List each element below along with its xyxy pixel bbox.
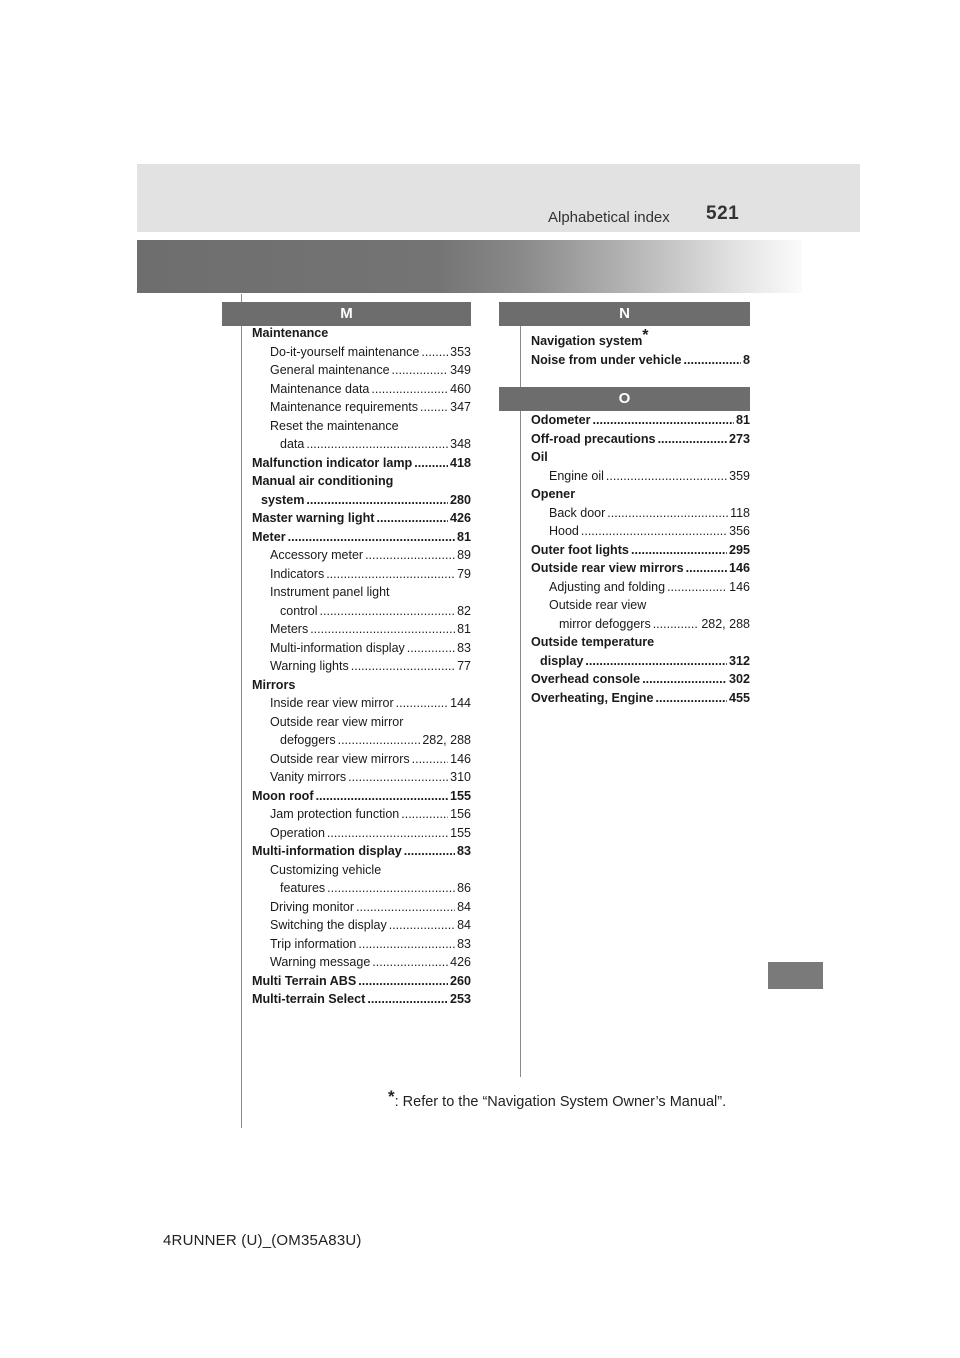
index-entry — [252, 583, 471, 602]
index-entry — [252, 861, 471, 880]
dot-leader — [392, 361, 449, 380]
footnote-text: : Refer to the “Navigation System Owner’s Manual”. — [394, 1094, 727, 1110]
entry-label: Overhead console — [531, 672, 641, 686]
index-entry — [531, 670, 750, 689]
page-ref: 359 — [729, 468, 750, 483]
entry-label: display — [540, 653, 584, 668]
entry-label: control — [280, 603, 318, 618]
page-ref: 83 — [457, 640, 471, 655]
index-entry — [252, 731, 471, 750]
page-header — [137, 164, 860, 232]
page-ref: 347 — [450, 400, 471, 414]
index-entry — [252, 713, 471, 732]
dot-leader — [581, 522, 727, 541]
dot-leader — [420, 398, 448, 417]
dot-leader — [365, 546, 455, 565]
entry-label: Customizing vehicle — [270, 862, 382, 877]
index-entry — [531, 615, 750, 634]
index-entry — [252, 657, 471, 676]
entry-label: Multi Terrain ABS — [252, 973, 357, 988]
index-entry — [531, 578, 750, 597]
page-ref: 302 — [728, 672, 750, 686]
page-ref: 146 — [450, 751, 471, 766]
dot-leader — [316, 787, 448, 806]
entry-label: Malfunction indicator lamp — [252, 455, 413, 470]
entry-label: Odometer — [531, 413, 591, 427]
dot-leader — [348, 768, 448, 787]
page-ref: 146 — [728, 561, 750, 575]
dot-leader — [288, 528, 455, 547]
entry-label: Manual air conditioning — [252, 474, 394, 488]
page-ref: 156 — [450, 807, 471, 821]
dot-leader — [407, 639, 455, 658]
dot-leader — [389, 916, 455, 935]
entry-label: data — [280, 437, 305, 451]
dot-leader — [642, 670, 727, 689]
dot-leader — [686, 559, 727, 578]
page-ref: 84 — [457, 918, 471, 932]
page-ref: 77 — [457, 659, 471, 673]
index-entry — [252, 879, 471, 898]
entry-label: Outside temperature — [531, 635, 655, 649]
entry-label: Hood — [549, 524, 579, 538]
entry-label: General maintenance — [270, 363, 390, 377]
entry-label: Accessory meter — [270, 548, 364, 562]
dot-leader — [372, 953, 448, 972]
dot-leader — [658, 430, 727, 449]
entry-label: Reset the maintenance — [270, 418, 399, 433]
page-ref: 84 — [457, 899, 471, 914]
entry-label: Adjusting and folding — [549, 579, 666, 594]
dot-leader — [414, 454, 448, 473]
entry-label: Instrument panel light — [270, 585, 390, 599]
index-entry — [252, 417, 471, 436]
letter-o-heading: O — [499, 387, 750, 411]
index-entry — [252, 750, 471, 769]
index-entry — [252, 546, 471, 565]
index-entry — [252, 454, 471, 473]
entry-label: Trip information — [270, 936, 357, 951]
index-entry — [531, 633, 750, 652]
page-ref: 273 — [728, 431, 750, 446]
index-entry — [252, 768, 471, 787]
entry-label: Outside rear view mirrors — [270, 751, 410, 766]
entry-label: Navigation system — [531, 334, 643, 348]
index-entry — [252, 842, 471, 861]
dot-leader — [683, 351, 741, 370]
index-entry — [531, 559, 750, 578]
entry-label: Outside rear view mirror — [270, 714, 404, 729]
index-thumb-tab — [768, 962, 823, 989]
index-entry — [252, 824, 471, 843]
index-entry — [252, 491, 471, 510]
dot-leader — [607, 504, 728, 523]
entry-label: Jam protection function — [270, 807, 400, 821]
dot-leader — [376, 509, 448, 528]
page-ref: 310 — [450, 770, 471, 784]
page-ref: 155 — [449, 788, 471, 803]
dot-leader — [310, 620, 455, 639]
letter-m-heading: M — [222, 302, 471, 326]
index-entry — [252, 972, 471, 991]
page-ref: 282, 288 — [422, 733, 471, 747]
dot-leader — [667, 578, 727, 597]
entry-label: Maintenance requirements — [270, 400, 418, 414]
page-ref: 118 — [730, 505, 750, 520]
dot-leader — [327, 824, 448, 843]
dot-leader — [338, 731, 421, 750]
entry-label: Overheating, Engine — [531, 690, 654, 705]
index-entry — [252, 620, 471, 639]
dot-leader — [358, 935, 455, 954]
center-rule — [520, 325, 521, 1077]
page-number: 521 — [706, 203, 740, 224]
index-entry — [252, 528, 471, 547]
dot-leader — [320, 602, 456, 621]
dot-leader — [351, 657, 455, 676]
entry-label: defoggers — [280, 733, 336, 747]
entry-label: Indicators — [270, 566, 325, 581]
letter-n-heading: N — [499, 302, 750, 326]
dot-leader — [404, 842, 455, 861]
dot-leader — [356, 898, 455, 917]
index-entry — [531, 448, 750, 467]
index-entry — [252, 639, 471, 658]
index-entry — [252, 676, 471, 695]
page-ref: 356 — [729, 524, 750, 538]
entry-label: Warning lights — [270, 659, 349, 673]
page-ref: 253 — [449, 992, 471, 1006]
page-ref: 426 — [450, 955, 471, 969]
dot-leader — [592, 411, 734, 430]
index-entry — [252, 916, 471, 935]
entry-label: Master warning light — [252, 511, 375, 525]
index-entry — [531, 411, 750, 430]
page-ref: 418 — [449, 455, 471, 470]
entry-label: Engine oil — [549, 468, 604, 483]
page-ref: 146 — [729, 579, 750, 594]
index-column-n — [531, 327, 750, 369]
page-ref: 81 — [456, 529, 471, 544]
dot-leader — [421, 343, 448, 362]
index-entry — [531, 351, 750, 370]
index-entry — [252, 953, 471, 972]
entry-label: Outer foot lights — [531, 542, 629, 557]
index-entry — [252, 361, 471, 380]
entry-label: Multi-information display — [252, 844, 402, 858]
page-ref: 81 — [457, 622, 471, 636]
page-ref: 8 — [742, 352, 750, 367]
dot-leader — [306, 435, 448, 454]
index-entry — [252, 398, 471, 417]
entry-label: Maintenance — [252, 326, 329, 340]
entry-label: system — [261, 492, 305, 507]
page-ref: 353 — [450, 344, 471, 359]
entry-label: Inside rear view mirror — [270, 696, 394, 710]
index-entry — [252, 509, 471, 528]
index-entry — [252, 787, 471, 806]
dot-leader — [585, 652, 727, 671]
index-entry — [252, 380, 471, 399]
entry-label: features — [280, 881, 326, 895]
index-entry — [531, 522, 750, 541]
page-ref: 426 — [449, 511, 471, 525]
dot-leader — [327, 879, 455, 898]
model-code: 4RUNNER (U)_(OM35A83U) — [163, 1232, 362, 1249]
index-entry — [531, 652, 750, 671]
index-entry — [531, 485, 750, 504]
page-ref: 312 — [728, 653, 750, 668]
index-entry — [531, 467, 750, 486]
index-entry — [252, 565, 471, 584]
index-entry — [531, 689, 750, 708]
index-entry — [531, 596, 750, 615]
index-entry — [252, 805, 471, 824]
page-ref: 260 — [449, 973, 471, 988]
entry-label: Vanity mirrors — [270, 770, 347, 784]
entry-label: Noise from under vehicle — [531, 352, 682, 367]
entry-label: Back door — [549, 505, 606, 520]
entry-label: Off-road precautions — [531, 431, 656, 446]
index-column-o — [531, 411, 750, 707]
index-entry — [531, 504, 750, 523]
page-ref: 79 — [457, 566, 471, 581]
dot-leader — [367, 990, 448, 1009]
index-entry — [252, 435, 471, 454]
page-ref: 295 — [728, 542, 750, 557]
dot-leader — [371, 380, 448, 399]
entry-label: Mirrors — [252, 677, 296, 692]
dot-leader — [655, 689, 727, 708]
index-entry — [252, 935, 471, 954]
page-ref: 349 — [450, 363, 471, 377]
page-ref: 89 — [457, 548, 471, 562]
index-entry — [531, 541, 750, 560]
index-entry — [252, 602, 471, 621]
page-ref: 348 — [450, 437, 471, 451]
entry-label: Multi-information display — [270, 640, 405, 655]
page-ref: 83 — [456, 844, 471, 858]
index-entry — [252, 472, 471, 491]
entry-label: Outside rear view mirrors — [531, 561, 684, 575]
dot-leader — [358, 972, 448, 991]
entry-label: Multi-terrain Select — [252, 992, 366, 1006]
dot-leader — [631, 541, 727, 560]
entry-label: Driving monitor — [270, 899, 355, 914]
page-ref: 455 — [728, 690, 750, 705]
entry-label: Switching the display — [270, 918, 387, 932]
entry-label: Do-it-yourself maintenance — [270, 344, 420, 359]
index-entry — [531, 327, 750, 351]
entry-label: Meter — [252, 529, 286, 544]
footnote — [388, 1087, 727, 1110]
index-entry — [252, 694, 471, 713]
entry-label: Warning message — [270, 955, 371, 969]
page-ref: 81 — [735, 413, 750, 427]
dot-leader — [412, 750, 449, 769]
dot-leader — [396, 694, 449, 713]
entry-label: Moon roof — [252, 788, 314, 803]
page-ref: 460 — [450, 381, 471, 396]
footnote-star: * — [642, 327, 649, 344]
index-entry — [252, 324, 471, 343]
header-band — [137, 240, 802, 293]
page-ref: 280 — [449, 492, 471, 507]
index-entry — [531, 430, 750, 449]
index-entry — [252, 990, 471, 1009]
entry-label: Oil — [531, 450, 548, 464]
section-title: Alphabetical index — [548, 209, 670, 226]
page-ref: 82 — [457, 603, 471, 618]
left-rule — [241, 294, 242, 1128]
entry-label: Opener — [531, 487, 576, 501]
dot-leader — [653, 615, 700, 634]
page-ref: 86 — [457, 881, 471, 895]
entry-label: Maintenance data — [270, 381, 370, 396]
index-entry — [252, 898, 471, 917]
entry-label: Meters — [270, 622, 309, 636]
dot-leader — [401, 805, 448, 824]
dot-leader — [606, 467, 727, 486]
footnote-star: * — [388, 1087, 395, 1106]
index-column-m — [252, 324, 471, 1009]
dot-leader — [326, 565, 455, 584]
entry-label: Operation — [270, 825, 325, 840]
page-ref: 282, 288 — [701, 616, 750, 631]
page-ref: 144 — [450, 696, 471, 710]
page-ref: 155 — [450, 825, 471, 840]
page-ref: 83 — [457, 936, 471, 951]
dot-leader — [306, 491, 448, 510]
entry-label: mirror defoggers — [559, 616, 651, 631]
index-entry — [252, 343, 471, 362]
entry-label: Outside rear view — [549, 598, 647, 612]
